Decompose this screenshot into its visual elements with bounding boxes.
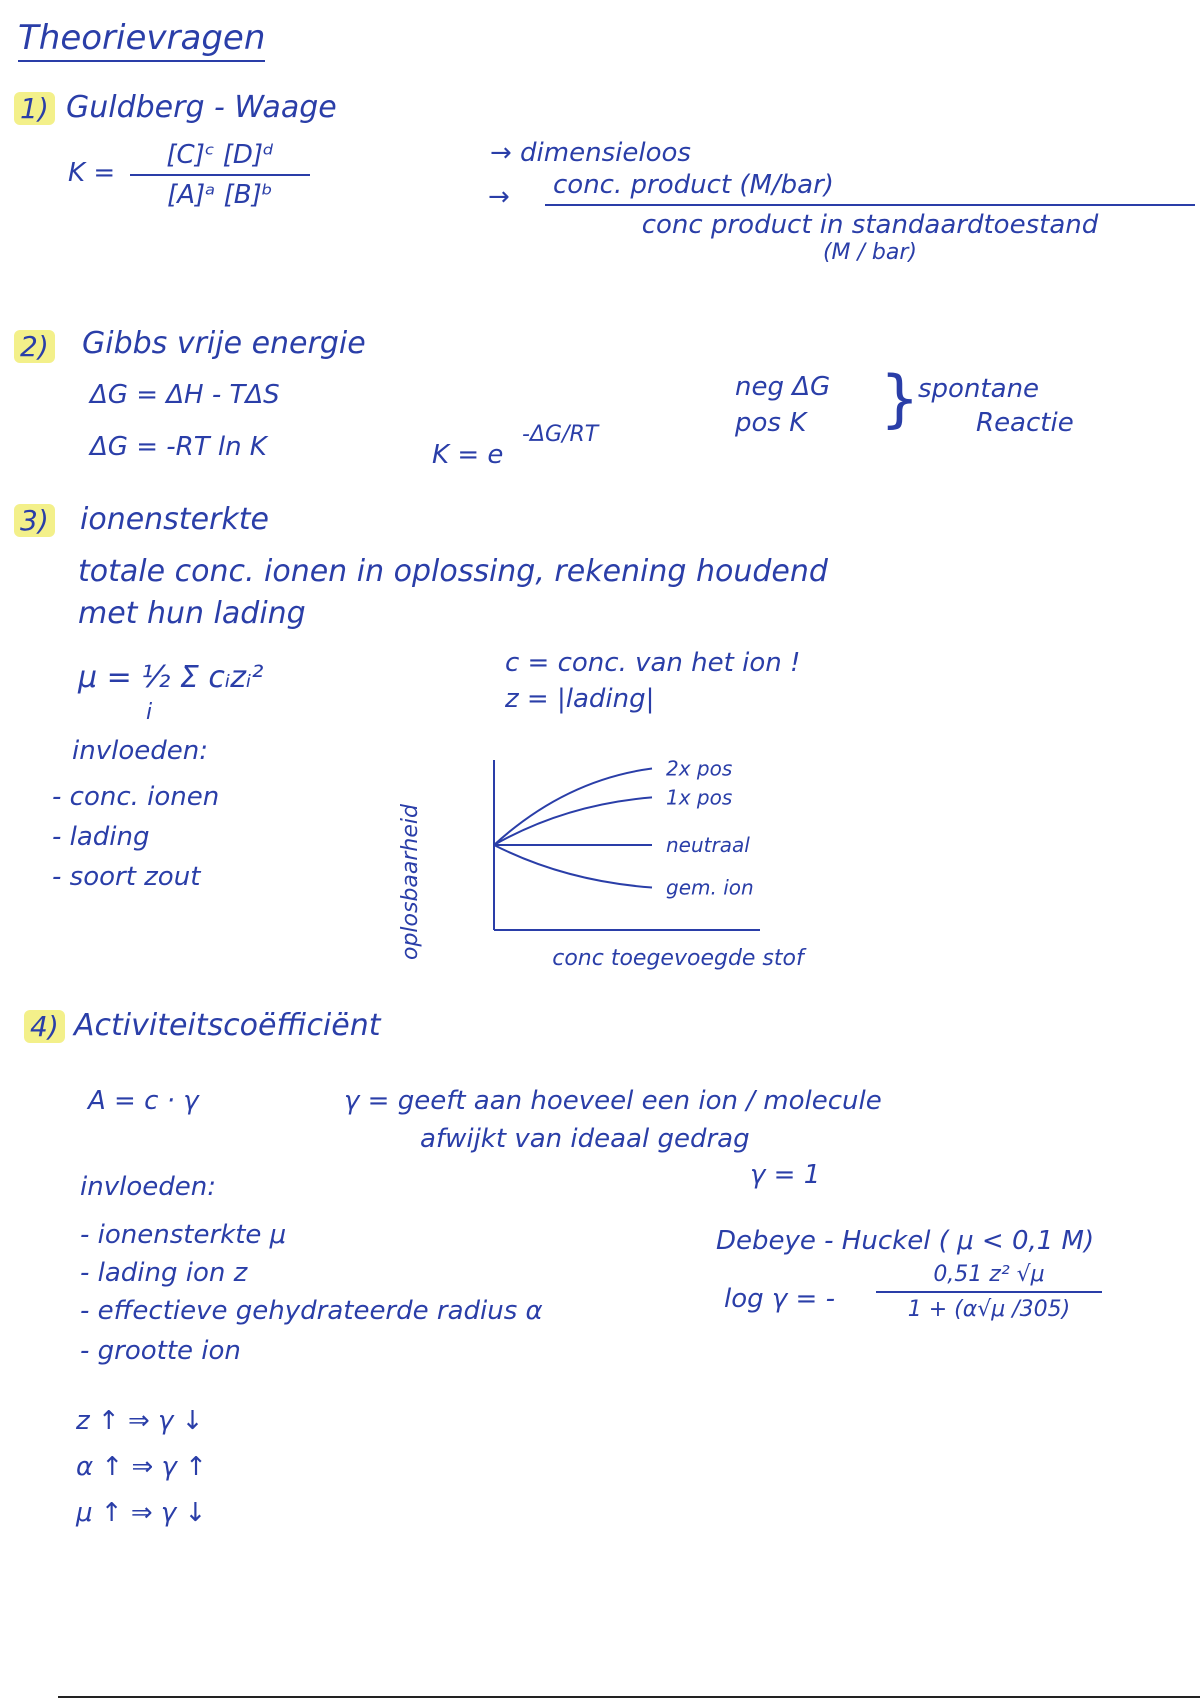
k-lhs: K =: [68, 158, 116, 188]
dimensionless-note: → dimensieloos: [490, 138, 691, 168]
equation: ΔG = ΔH - TΔS: [90, 380, 280, 410]
curve-gem-ion: [494, 845, 652, 888]
section-heading: ionensterkte: [80, 502, 269, 537]
influences-heading: invloeden:: [80, 1172, 216, 1202]
influences-heading: invloeden:: [72, 736, 208, 766]
gamma-definition: afwijkt van ideaal gedrag: [420, 1124, 750, 1154]
y-axis-label: oplosbaarheid: [398, 804, 423, 960]
list-item: - soort zout: [52, 862, 201, 892]
rule: α ↑ ⇒ γ ↑: [76, 1452, 207, 1482]
fraction-line: [876, 1291, 1102, 1293]
ratio-denominator: conc product in standaardtoestand: [641, 210, 1099, 240]
debye-huckel-fraction: [876, 1262, 1102, 1322]
section-heading: Guldberg - Waage: [66, 90, 337, 125]
section-heading: Activiteitscoëfficiënt: [74, 1008, 381, 1043]
curve-label: 2x pos: [666, 756, 733, 781]
definition-line: totale conc. ionen in oplossing, rekening houdend: [78, 554, 828, 589]
section-number: 3): [14, 504, 55, 537]
reaction-label: Reactie: [976, 408, 1074, 438]
arrow: →: [488, 182, 510, 212]
curve-label: 1x pos: [666, 785, 733, 810]
list-item: - ionensterkte μ: [80, 1220, 287, 1250]
rule: μ ↑ ⇒ γ ↓: [76, 1498, 207, 1528]
gamma-ideal: γ = 1: [750, 1160, 821, 1190]
log-gamma-lhs: log γ = -: [724, 1284, 835, 1314]
k-fraction: [130, 140, 310, 210]
ionic-strength-formula: μ = ½ Σ cᵢzᵢ²: [78, 660, 264, 695]
curve-label: neutraal: [666, 833, 750, 857]
c-definition: c = conc. van het ion !: [505, 648, 801, 678]
section-number: 1): [14, 92, 55, 125]
fraction-line: [130, 174, 310, 176]
z-definition: z = |lading|: [505, 684, 655, 714]
page-title: Theorievragen: [18, 18, 265, 62]
list-item: - grootte ion: [80, 1336, 241, 1366]
gamma-definition: γ = geeft aan hoeveel een ion / molecule: [344, 1086, 882, 1116]
equation: ΔG = -RT ln K: [90, 432, 267, 462]
section-number: 2): [14, 330, 55, 363]
ratio-numerator: conc. product (M/bar): [553, 170, 834, 200]
list-item: - lading: [52, 822, 150, 852]
dh-numerator: 0,51 z² √μ: [933, 1262, 1045, 1287]
list-item: - lading ion z: [80, 1258, 248, 1288]
x-axis-label: conc toegevoegde stof: [552, 946, 804, 971]
sum-index: i: [146, 700, 153, 725]
section-heading: Gibbs vrije energie: [82, 326, 366, 361]
spontaneous-label: spontane: [918, 374, 1040, 404]
equation-exponent: -ΔG/RT: [522, 422, 599, 447]
brace: }: [880, 362, 920, 435]
curve-1x-pos: [494, 797, 652, 845]
ratio-fraction: [545, 170, 1195, 265]
ratio-unit: (M / bar): [822, 240, 918, 265]
equation-base: K = e: [432, 440, 504, 470]
list-item: - conc. ionen: [52, 782, 220, 812]
k-denominator: [A]ᵃ [B]ᵇ: [167, 180, 273, 210]
dh-denominator: 1 + (α√μ /305): [907, 1297, 1071, 1322]
list-item: - effectieve gehydrateerde radius α: [80, 1296, 543, 1326]
k-numerator: [C]ᶜ [D]ᵈ: [166, 140, 274, 170]
rule: z ↑ ⇒ γ ↓: [76, 1406, 204, 1436]
section-number: 4): [24, 1010, 65, 1043]
definition-line: met hun lading: [78, 596, 306, 631]
fraction-line: [545, 204, 1195, 206]
neg-delta-g: neg ΔG: [735, 372, 831, 402]
bottom-divider: [58, 1696, 1200, 1698]
pos-k: pos K: [735, 408, 807, 438]
activity-equation: A = c · γ: [88, 1086, 199, 1116]
curve-label: gem. ion: [666, 875, 754, 900]
debye-huckel-title: Debeye - Huckel ( μ < 0,1 M): [716, 1226, 1095, 1256]
